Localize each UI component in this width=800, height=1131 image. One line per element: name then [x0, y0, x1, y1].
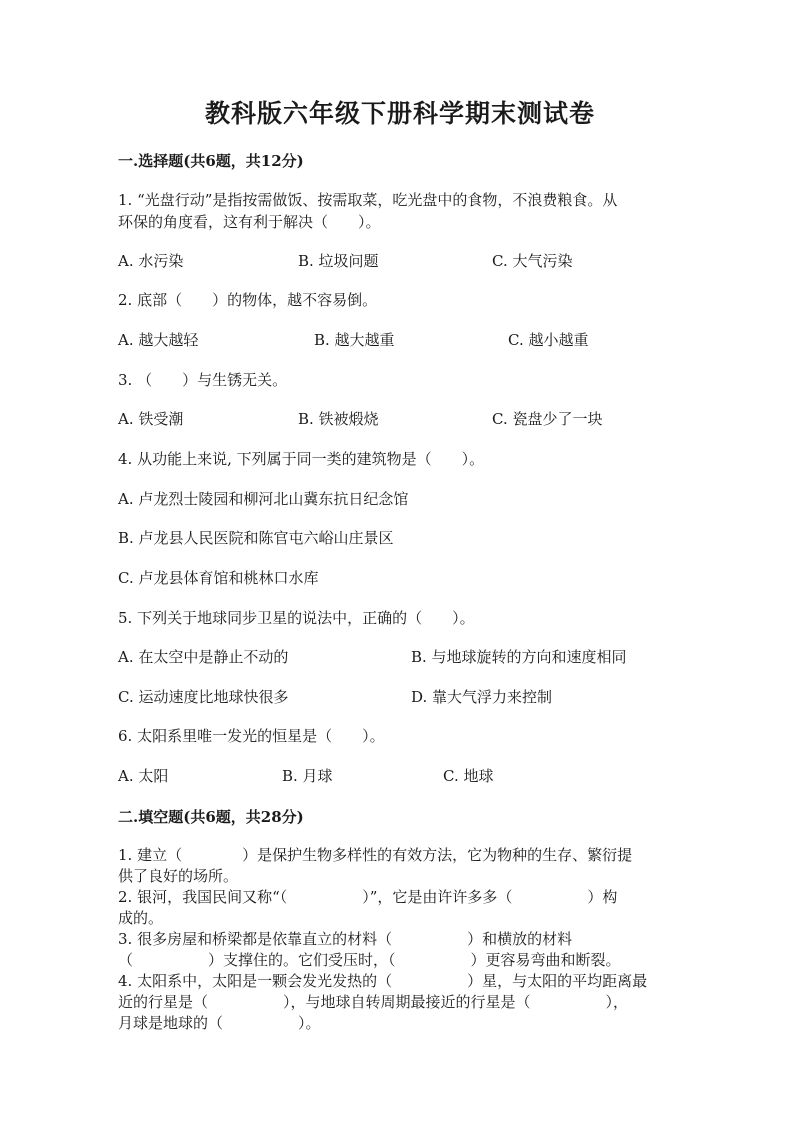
- question-3-option-b: B. 铁被煅烧: [298, 410, 379, 428]
- question-2-option-c: C. 越小越重: [508, 331, 589, 349]
- fill-line: 4. 太阳系中，太阳是一颗会发光发热的（ ）星，与太阳的平均距离最: [118, 972, 648, 990]
- question-3-option-c: C. 瓷盘少了一块: [492, 410, 603, 428]
- fill-line: 3. 很多房屋和桥梁都是依靠直立的材料（ ）和横放的材料: [118, 930, 573, 948]
- section-header-choice: 一.选择题(共6题，共12分): [118, 152, 304, 170]
- question-5-option-c: C. 运动速度比地球快很多: [118, 688, 289, 706]
- question-3-line-1: 3. （ ）与生锈无关。: [118, 371, 288, 389]
- question-2-option-b: B. 越大越重: [314, 331, 395, 349]
- question-4-option-c: C. 卢龙县体育馆和桃林口水库: [118, 569, 319, 587]
- question-6-line-1: 6. 太阳系里唯一发光的恒星是（ ）。: [118, 727, 385, 745]
- question-6-option-a: A. 太阳: [118, 767, 169, 785]
- question-4-option-a: A. 卢龙烈士陵园和柳河北山冀东抗日纪念馆: [118, 490, 409, 508]
- fill-line: 2. 银河，我国民间又称“（ ）”，它是由许许多多（ ）构: [118, 888, 618, 906]
- fill-line: 供了良好的场所。: [118, 867, 239, 885]
- fill-line: 成的。: [118, 909, 164, 927]
- page-title: 教科版六年级下册科学期末测试卷: [204, 99, 595, 128]
- question-3-option-a: A. 铁受潮: [118, 410, 184, 428]
- question-5-line-1: 5. 下列关于地球同步卫星的说法中，正确的（ ）。: [118, 609, 475, 627]
- fill-line: （ ）支撑住的。它们受压时，（ ）更容易弯曲和断裂。: [118, 951, 621, 969]
- question-1-option-a: A. 水污染: [118, 252, 184, 270]
- question-1-line-2: 环保的角度看，这有利于解决（ ）。: [118, 213, 381, 231]
- question-5-option-d: D. 靠大气浮力来控制: [411, 688, 553, 706]
- question-2-line-1: 2. 底部（ ）的物体，越不容易倒。: [118, 291, 378, 309]
- question-1-option-c: C. 大气污染: [492, 252, 573, 270]
- section-header-fill: 二.填空题(共6题，共28分): [118, 808, 304, 826]
- question-5-option-b: B. 与地球旋转的方向和速度相同: [411, 648, 627, 666]
- fill-line: 月球是地球的（ ）。: [118, 1014, 321, 1032]
- fill-line: 近的行星是（ ），与地球自转周期最接近的行星是（ ），: [118, 993, 629, 1011]
- question-4-line-1: 4. 从功能上来说, 下列属于同一类的建筑物是（ ）。: [118, 450, 485, 468]
- question-5-option-a: A. 在太空中是静止不动的: [118, 648, 289, 666]
- question-4-option-b: B. 卢龙县人民医院和陈官屯六峪山庄景区: [118, 529, 394, 547]
- question-6-option-b: B. 月球: [282, 767, 333, 785]
- question-1-option-b: B. 垃圾问题: [298, 252, 379, 270]
- question-6-option-c: C. 地球: [443, 767, 494, 785]
- question-2-option-a: A. 越大越轻: [118, 331, 199, 349]
- fill-line: 1. 建立（ ）是保护生物多样性的有效方法，它为物种的生存、繁衍提: [118, 846, 633, 864]
- question-1-line-1: 1. “光盘行动”是指按需做饭、按需取菜，吃光盘中的食物，不浪费粮食。从: [118, 191, 618, 209]
